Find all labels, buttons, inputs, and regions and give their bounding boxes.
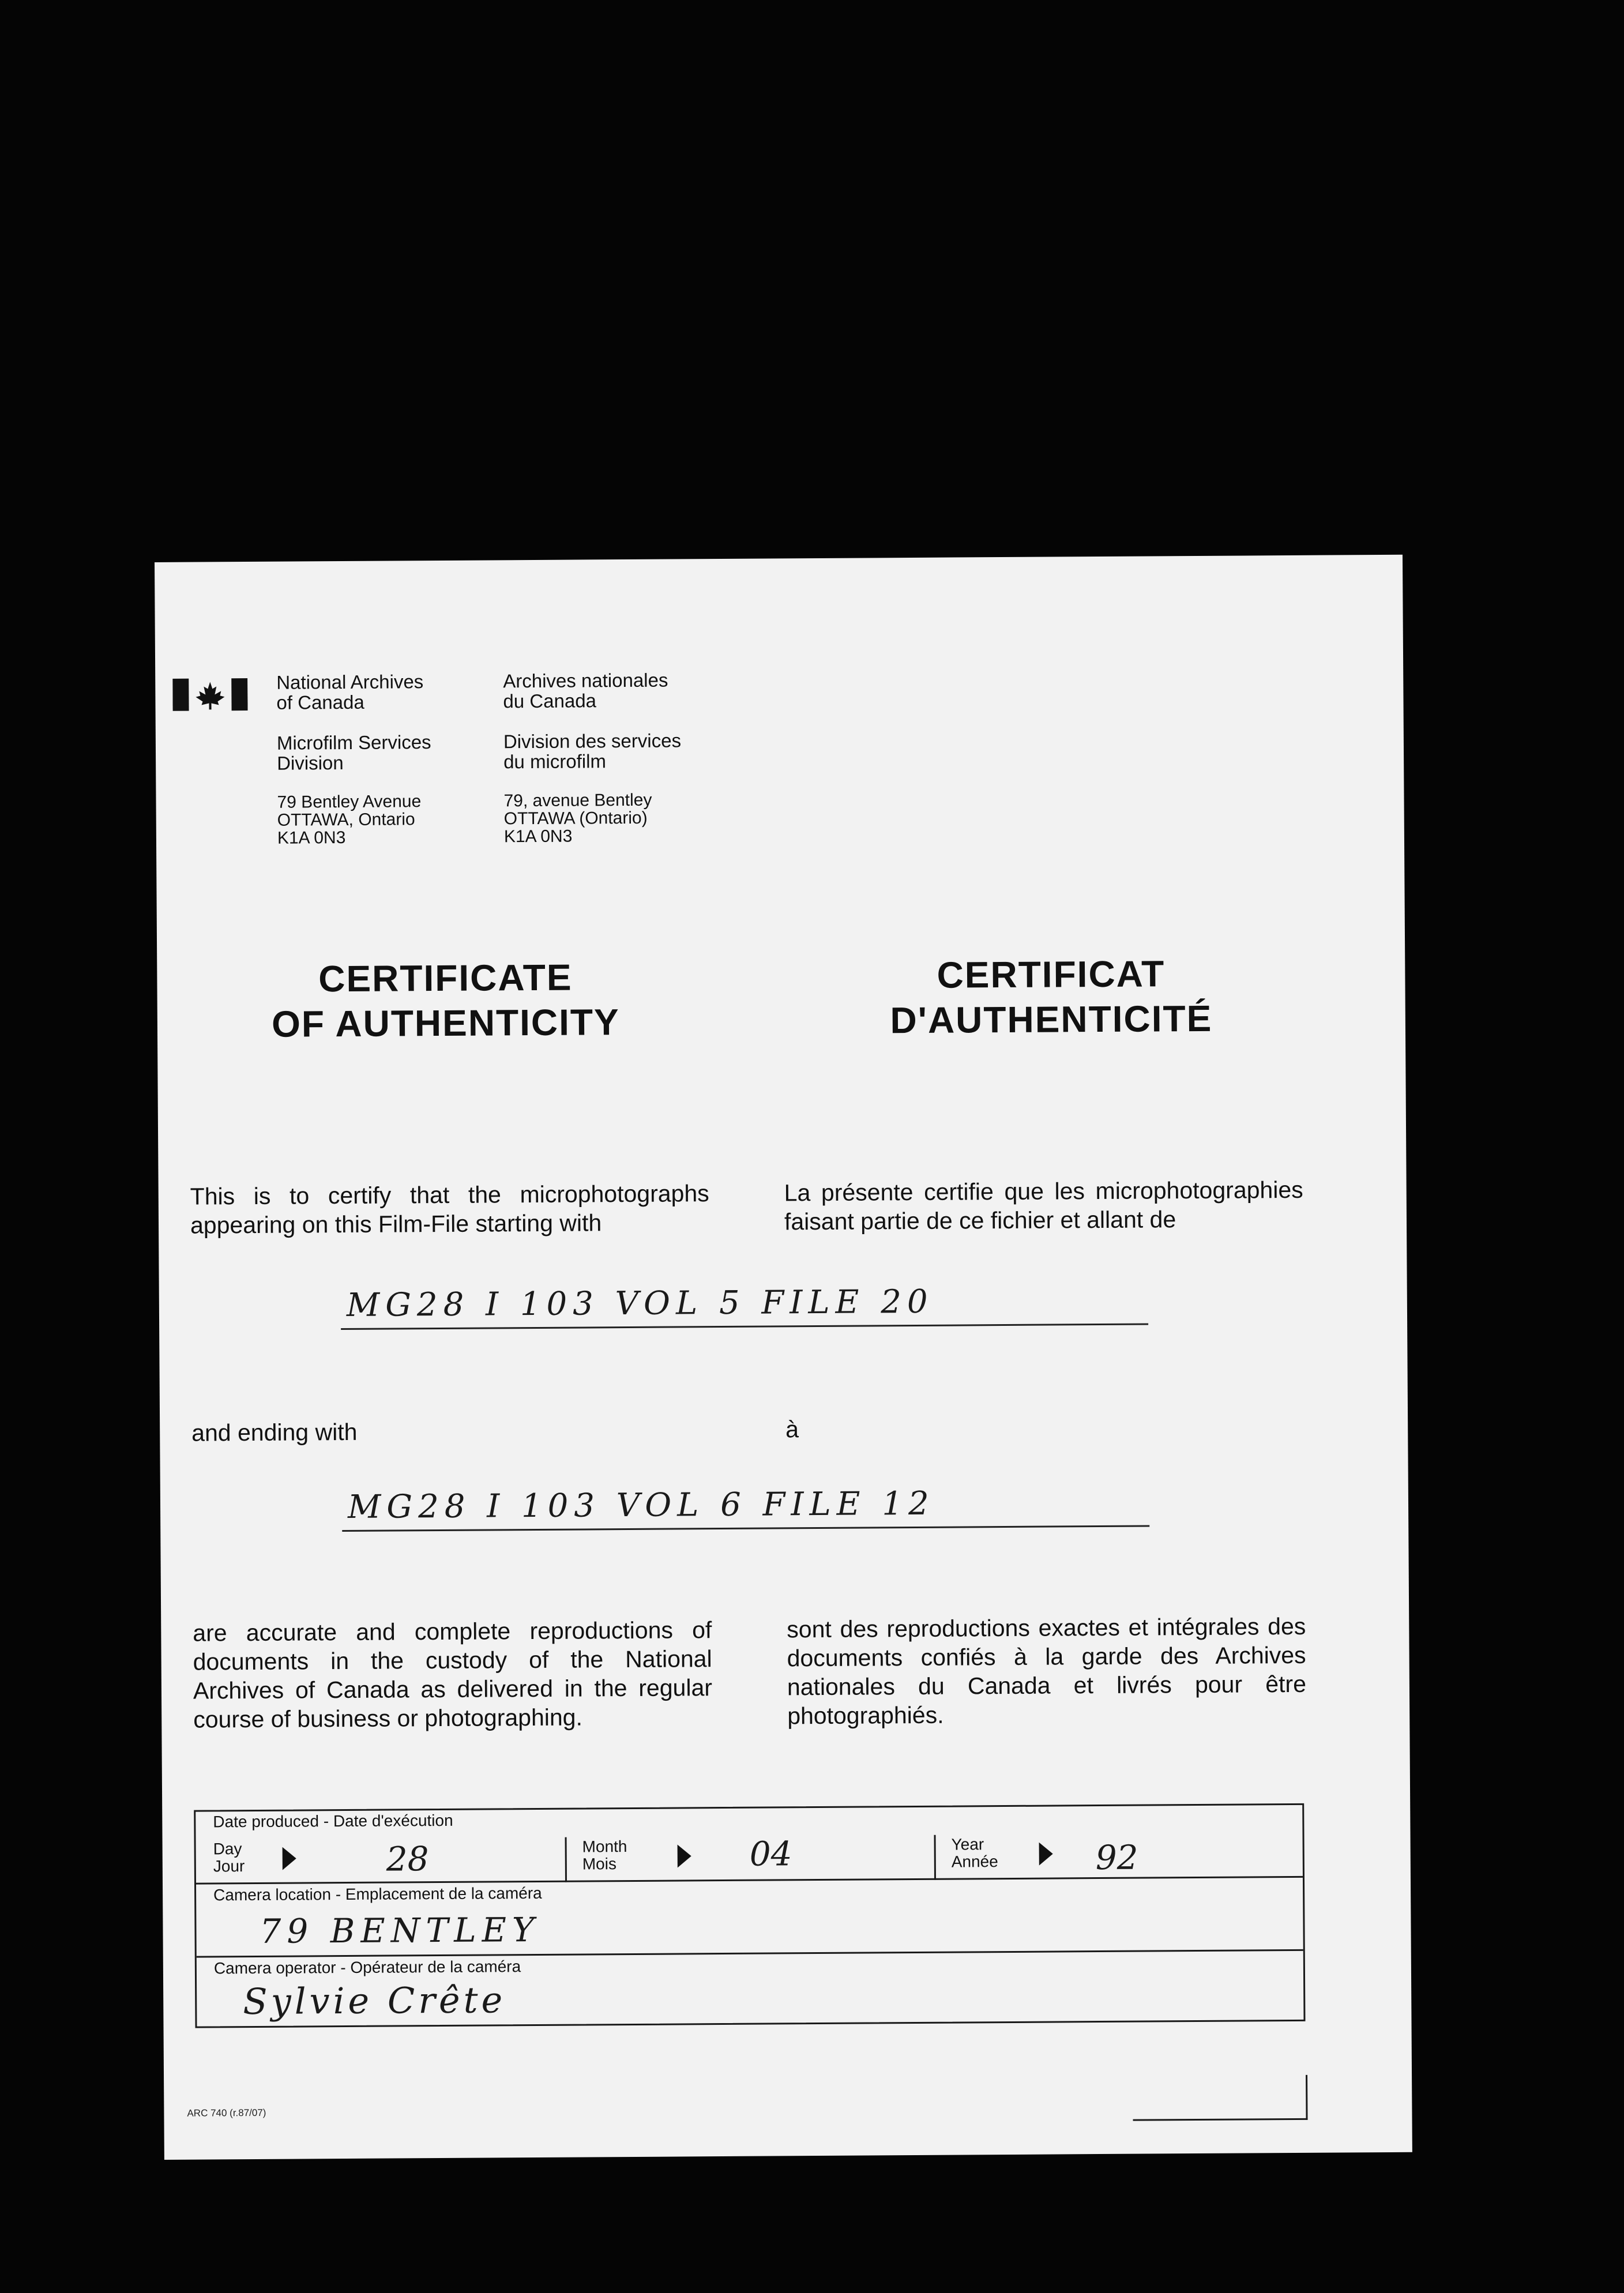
ending-label-en: and ending with	[191, 1418, 358, 1446]
intro-text-fr: La présente certifie que les microphotographies faisant partie de ce fichier et allant de	[784, 1176, 1303, 1235]
division-en: Microfilm Services Division	[276, 731, 431, 774]
corner-mark	[1133, 2075, 1307, 2121]
end-reference-line	[342, 1484, 1149, 1532]
date-divider	[934, 1835, 936, 1880]
camera-operator-row	[197, 1951, 1304, 2028]
day-label: Day Jour	[213, 1840, 245, 1875]
certificate-page	[155, 555, 1412, 2160]
year-arrow-icon	[1039, 1843, 1053, 1866]
title-fr: CERTIFICAT D'AUTHENTICITÉ	[890, 953, 1213, 1042]
camera-location-row	[196, 1878, 1303, 1958]
address-fr: 79, avenue Bentley OTTAWA (Ontario) K1A 0N3	[503, 790, 652, 847]
form-code: ARC 740 (r.87/07)	[187, 2107, 266, 2119]
day-value: 28	[386, 1839, 429, 1879]
year-value: 92	[1095, 1837, 1138, 1878]
month-label: Month Mois	[582, 1837, 627, 1873]
date-produced-label: Date produced - Date d'exécution	[213, 1811, 453, 1831]
date-divider	[565, 1837, 567, 1882]
start-reference-value: MG28 I 103 VOL 5 FILE 20	[346, 1283, 934, 1324]
closing-text-fr: sont des reproductions exactes et intégrales des documents confiés à la garde des Archives nationales du Canada et livrés pour être photographiés.	[787, 1612, 1307, 1730]
year-label: Year Année	[951, 1835, 998, 1871]
title-en: CERTIFICATE OF AUTHENTICITY	[271, 956, 620, 1045]
end-reference-value: MG28 I 103 VOL 6 FILE 12	[347, 1484, 935, 1526]
camera-location-label: Camera location - Emplacement de la caméra	[213, 1884, 542, 1904]
month-arrow-icon	[678, 1844, 691, 1867]
intro-text-en: This is to certify that the microphotographs appearing on this Film-File starting with	[190, 1180, 709, 1239]
canada-flag-icon	[172, 677, 247, 712]
production-details-table	[194, 1803, 1305, 2028]
org-name-en: National Archives of Canada	[276, 671, 424, 713]
camera-location-value: 79 BENTLEY	[260, 1909, 540, 1951]
camera-operator-label: Camera operator - Opérateur de la caméra	[213, 1957, 521, 1978]
ending-label-fr: à	[785, 1416, 799, 1443]
division-fr: Division des services du microfilm	[503, 730, 682, 773]
org-name-fr: Archives nationales du Canada	[503, 669, 668, 712]
day-arrow-icon	[283, 1847, 296, 1870]
start-reference-line	[341, 1283, 1148, 1330]
month-value: 04	[749, 1834, 792, 1874]
address-en: 79 Bentley Avenue OTTAWA, Ontario K1A 0N3	[277, 792, 422, 848]
date-row	[196, 1805, 1303, 1885]
closing-text-en: are accurate and complete reproductions of documents in the custody of the National Archives of Canada as delivered in the regular course of business or photographing.	[193, 1617, 713, 1733]
camera-operator-signature: Sylvie Crête	[243, 1979, 506, 2023]
